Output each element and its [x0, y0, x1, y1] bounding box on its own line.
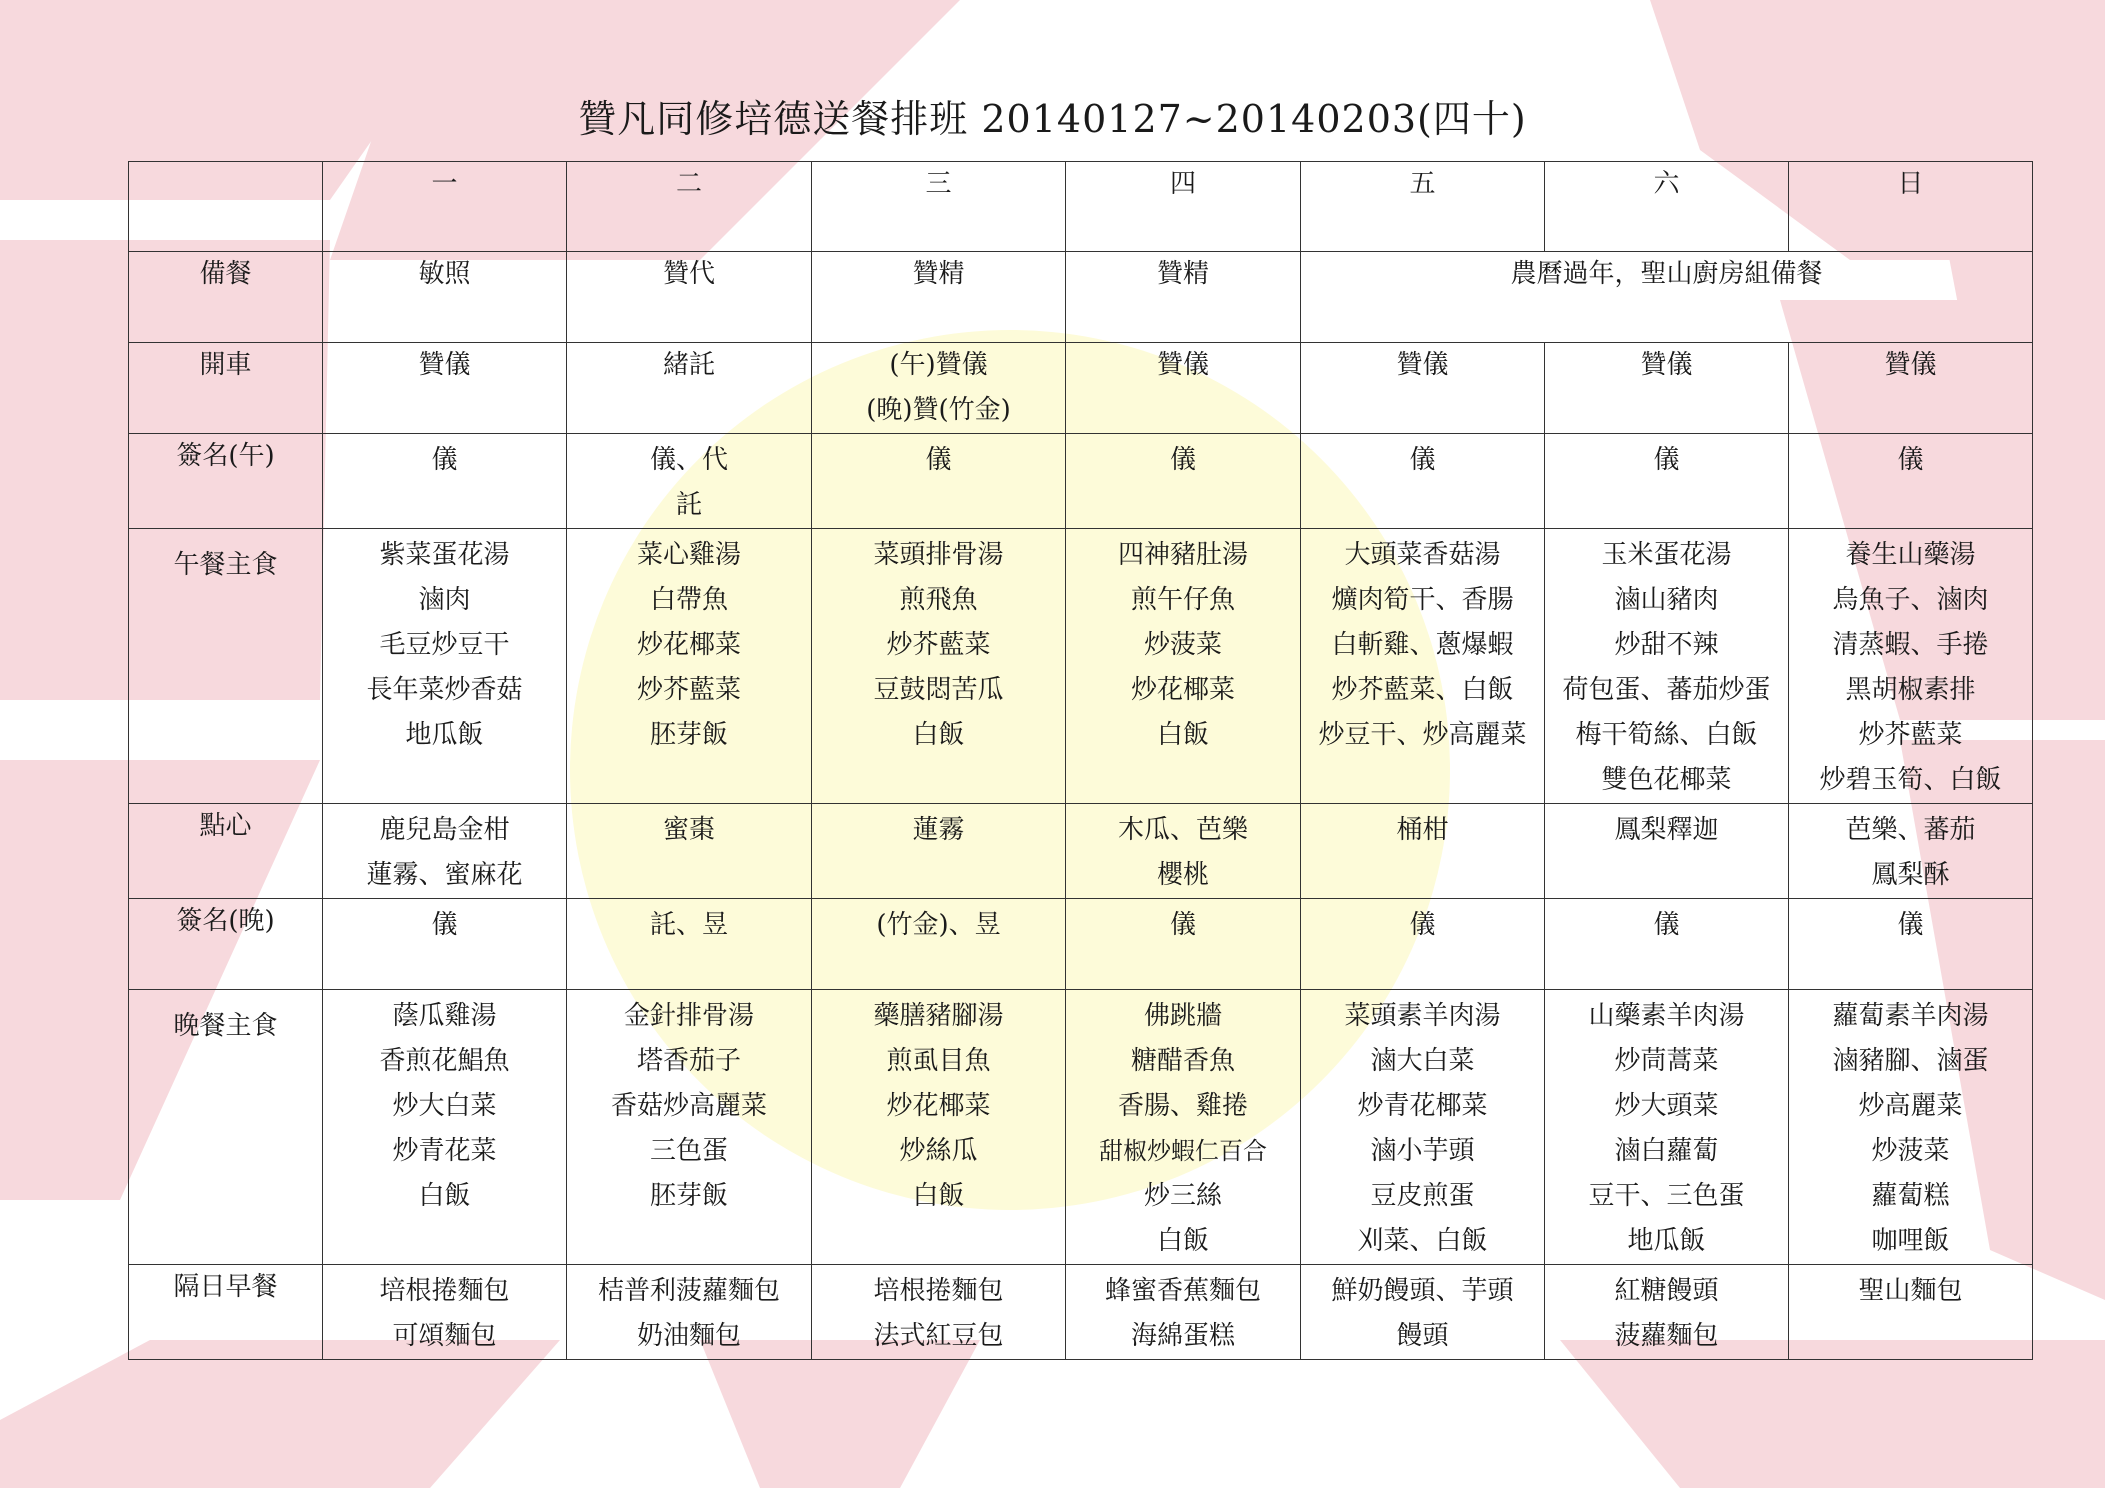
menu-item: 黑胡椒素排 [1845, 675, 1976, 705]
menu-item: 玉米蛋花湯 [1601, 540, 1732, 570]
menu-item: 蘿蔔糕 [1871, 1181, 1950, 1211]
sign-noon-cell [1789, 434, 2033, 529]
menu-item: 甜椒炒蝦仁百合 [1099, 1137, 1267, 1165]
sign-noon-cell [812, 434, 1066, 529]
dinner-row [129, 990, 2033, 1265]
meal-schedule-table [128, 161, 2033, 1360]
menu-item: 三色蛋 [649, 1136, 728, 1166]
row-label-dinner: 晚餐主食 [129, 990, 323, 1265]
row-label-breakfast: 隔日早餐 [129, 1265, 323, 1360]
sign-text: 儀 [1409, 445, 1436, 475]
menu-item: 炒碧玉筍、白飯 [1819, 765, 2002, 795]
menu-item: 海綿蛋糕 [1130, 1321, 1235, 1351]
prep-cell: 贊精 [812, 252, 1066, 343]
menu-item: 滷豬腳、滷蛋 [1832, 1046, 1989, 1076]
menu-item: 滷肉 [418, 585, 471, 615]
day-header: 四 [1066, 162, 1301, 252]
menu-item: 滷大白菜 [1370, 1046, 1475, 1076]
sign-text: 儀 [1653, 910, 1680, 940]
day-header: 日 [1789, 162, 2033, 252]
drive-text: 贊儀 [1156, 350, 1209, 380]
menu-item: 菜心雞湯 [636, 540, 741, 570]
dinner-cell [323, 990, 567, 1265]
menu-item: 炒菠菜 [1871, 1136, 1950, 1166]
menu-item: 木瓜、芭樂 [1117, 815, 1248, 845]
menu-item: 聖山麵包 [1858, 1276, 1963, 1306]
lunch-cell [1066, 529, 1301, 804]
drive-cell [1301, 343, 1545, 434]
menu-item: 蔭瓜雞湯 [392, 1001, 497, 1031]
lunch-cell [1545, 529, 1789, 804]
menu-item: 培根捲麵包 [379, 1276, 510, 1306]
menu-item: 菜頭排骨湯 [873, 540, 1004, 570]
menu-item: 炒花椰菜 [886, 1091, 991, 1121]
lunch-cell [812, 529, 1066, 804]
menu-item: 大頭菜香菇湯 [1344, 540, 1501, 570]
menu-item: 豆鼓悶苦瓜 [873, 675, 1004, 705]
page-title: 贊凡同修培德送餐排班 20140127~20140203(四十) [578, 97, 1527, 141]
lunch-cell [1301, 529, 1545, 804]
drive-text: 贊儀 [1884, 350, 1937, 380]
menu-item: 佛跳牆 [1143, 1001, 1222, 1031]
menu-item: 滷小芋頭 [1370, 1136, 1475, 1166]
menu-item: 金針排骨湯 [623, 1001, 754, 1031]
menu-item: 爌肉筍干、香腸 [1331, 585, 1514, 615]
menu-item: 滷山豬肉 [1614, 585, 1719, 615]
sign-noon-cell [1545, 434, 1789, 529]
dinner-cell [567, 990, 812, 1265]
lunch-cell [323, 529, 567, 804]
sign-noon-cell [1066, 434, 1301, 529]
lunch-cell [1789, 529, 2033, 804]
drive-cell [567, 343, 812, 434]
menu-item: 刈菜、白飯 [1357, 1226, 1488, 1256]
sign-text: 儀 [1169, 910, 1196, 940]
menu-item: 香腸、雞捲 [1117, 1091, 1248, 1121]
dinner-cell [1545, 990, 1789, 1265]
sign-noon-cell [323, 434, 567, 529]
sign-eve-cell [1301, 899, 1545, 990]
menu-item: 蜜棗 [662, 815, 715, 845]
menu-item: 豆干、三色蛋 [1588, 1181, 1745, 1211]
sign-eve-cell [1545, 899, 1789, 990]
lunch-cell [567, 529, 812, 804]
menu-item: 雙色花椰菜 [1601, 765, 1732, 795]
menu-item: 鮮奶饅頭、芋頭 [1331, 1276, 1514, 1306]
menu-item: 芭樂、蕃茄 [1845, 815, 1976, 845]
dinner-cell [1301, 990, 1545, 1265]
snack-cell [1789, 804, 2033, 899]
prep-cell: 贊代 [567, 252, 812, 343]
drive-cell [812, 343, 1066, 434]
breakfast-cell [1545, 1265, 1789, 1360]
prep-row [129, 252, 2033, 343]
breakfast-cell [323, 1265, 567, 1360]
day-header: 三 [812, 162, 1066, 252]
menu-item: 炒芥藍菜 [636, 675, 741, 705]
row-label-prep: 備餐 [129, 252, 323, 343]
snack-cell [567, 804, 812, 899]
sign-eve-cell [567, 899, 812, 990]
menu-item: 炒茼蒿菜 [1614, 1046, 1719, 1076]
menu-item: 煎虱目魚 [886, 1046, 991, 1076]
day-header: 五 [1301, 162, 1545, 252]
drive-text: 贊儀 [418, 350, 471, 380]
sign-eve-cell [1066, 899, 1301, 990]
day-header-row [129, 162, 2033, 252]
drive-cell [1789, 343, 2033, 434]
dinner-cell [812, 990, 1066, 1265]
snack-cell [1545, 804, 1789, 899]
drive-cell [1545, 343, 1789, 434]
menu-item: 培根捲麵包 [873, 1276, 1004, 1306]
prep-merged-cell: 農曆過年，聖山廚房組備餐 [1301, 252, 2033, 343]
drive-text: (晚)贊(竹金) [866, 395, 1011, 425]
snack-cell [1066, 804, 1301, 899]
sign-text: 儀 [1169, 445, 1196, 475]
sign-text: 儀 [1653, 445, 1680, 475]
menu-item: 白飯 [912, 720, 965, 750]
drive-text: (午)贊儀 [889, 350, 988, 380]
dinner-cell [1789, 990, 2033, 1265]
menu-item: 炒菠菜 [1143, 630, 1222, 660]
menu-item: 鳳梨酥 [1871, 860, 1950, 890]
menu-item: 地瓜飯 [1627, 1226, 1706, 1256]
corner-cell [129, 162, 323, 252]
menu-item: 桶柑 [1396, 815, 1449, 845]
menu-item: 塔香茄子 [636, 1046, 741, 1076]
breakfast-cell [1301, 1265, 1545, 1360]
menu-item: 鳳梨釋迦 [1614, 815, 1719, 845]
breakfast-cell [1789, 1265, 2033, 1360]
sign-text: 儀 [1409, 910, 1436, 940]
snack-cell [812, 804, 1066, 899]
snack-cell [1301, 804, 1545, 899]
menu-item: 荷包蛋、蕃茄炒蛋 [1562, 675, 1771, 705]
menu-item: 豆皮煎蛋 [1370, 1181, 1475, 1211]
menu-item: 菠蘿麵包 [1614, 1321, 1719, 1351]
menu-item: 鹿兒島金柑 [379, 815, 510, 845]
menu-item: 炒芥藍菜、白飯 [1331, 675, 1514, 705]
breakfast-cell [812, 1265, 1066, 1360]
drive-text: 贊儀 [1396, 350, 1449, 380]
row-label-lunch: 午餐主食 [129, 529, 323, 804]
menu-item: 菜頭素羊肉湯 [1344, 1001, 1501, 1031]
sign-text: 儀 [1897, 445, 1924, 475]
menu-item: 炒青花椰菜 [1357, 1091, 1488, 1121]
menu-item: 白飯 [1156, 1226, 1209, 1256]
sign-noon-cell [567, 434, 812, 529]
menu-item: 地瓜飯 [405, 720, 484, 750]
menu-item: 清蒸蝦、手捲 [1832, 630, 1989, 660]
menu-item: 饅頭 [1396, 1321, 1449, 1351]
menu-item: 紫菜蛋花湯 [379, 540, 510, 570]
menu-item: 炒青花菜 [392, 1136, 497, 1166]
menu-item: 糖醋香魚 [1130, 1046, 1235, 1076]
menu-item: 梅干筍絲、白飯 [1575, 720, 1758, 750]
menu-item: 炒高麗菜 [1858, 1091, 1963, 1121]
menu-item: 香煎花鯧魚 [379, 1046, 510, 1076]
menu-item: 長年菜炒香菇 [366, 675, 523, 705]
menu-item: 白飯 [1156, 720, 1209, 750]
menu-item: 烏魚子、滷肉 [1832, 585, 1989, 615]
sign-text: (竹金)、昱 [876, 910, 1001, 940]
drive-row [129, 343, 2033, 434]
menu-item: 香菇炒高麗菜 [610, 1091, 767, 1121]
sign-text: 儀 [1897, 910, 1924, 940]
sign-text: 儀 [431, 445, 458, 475]
sign-noon-cell [1301, 434, 1545, 529]
menu-item: 滷白蘿蔔 [1614, 1136, 1719, 1166]
menu-item: 桔普利菠蘿麵包 [597, 1276, 780, 1306]
menu-item: 炒豆干、炒高麗菜 [1318, 720, 1527, 750]
day-header: 六 [1545, 162, 1789, 252]
menu-item: 養生山藥湯 [1845, 540, 1976, 570]
day-header: 二 [567, 162, 812, 252]
menu-item: 藥膳豬腳湯 [873, 1001, 1004, 1031]
menu-item: 炒芥藍菜 [1858, 720, 1963, 750]
drive-text: 贊儀 [1640, 350, 1693, 380]
sign-eve-cell [812, 899, 1066, 990]
menu-item: 蓮霧、蜜麻花 [366, 860, 523, 890]
menu-item: 毛豆炒豆干 [379, 630, 510, 660]
row-label-drive: 開車 [129, 343, 323, 434]
row-label-sign-noon: 簽名(午) [129, 434, 323, 529]
sign-text: 託、昱 [649, 910, 728, 940]
menu-item: 白帶魚 [649, 585, 728, 615]
prep-cell: 贊精 [1066, 252, 1301, 343]
menu-item: 四神豬肚湯 [1117, 540, 1248, 570]
menu-item: 炒花椰菜 [1130, 675, 1235, 705]
drive-cell [323, 343, 567, 434]
sign-text: 儀 [925, 445, 952, 475]
menu-item: 蘿蔔素羊肉湯 [1832, 1001, 1989, 1031]
menu-item: 法式紅豆包 [873, 1321, 1004, 1351]
snack-row [129, 804, 2033, 899]
breakfast-cell [1066, 1265, 1301, 1360]
breakfast-cell [567, 1265, 812, 1360]
drive-text: 緒託 [662, 350, 715, 380]
drive-cell [1066, 343, 1301, 434]
menu-item: 白飯 [912, 1181, 965, 1211]
menu-item: 奶油麵包 [636, 1321, 741, 1351]
menu-item: 煎午仔魚 [1130, 585, 1235, 615]
menu-item: 白飯 [418, 1181, 471, 1211]
snack-cell [323, 804, 567, 899]
sign-eve-cell [323, 899, 567, 990]
row-label-sign-eve: 簽名(晚) [129, 899, 323, 990]
menu-item: 炒三絲 [1143, 1181, 1222, 1211]
row-label-snack: 點心 [129, 804, 323, 899]
menu-item: 煎飛魚 [899, 585, 978, 615]
menu-item: 咖哩飯 [1871, 1226, 1950, 1256]
sign-text: 儀 [431, 910, 458, 940]
day-header: 一 [323, 162, 567, 252]
menu-item: 白斬雞、蔥爆蝦 [1331, 630, 1514, 660]
menu-item: 可頌麵包 [392, 1321, 497, 1351]
menu-item: 蜂蜜香蕉麵包 [1104, 1276, 1261, 1306]
sign-text: 託 [675, 490, 702, 520]
sign-eve-row [129, 899, 2033, 990]
menu-item: 炒絲瓜 [899, 1136, 978, 1166]
breakfast-row [129, 1265, 2033, 1360]
dinner-cell [1066, 990, 1301, 1265]
sign-eve-cell [1789, 899, 2033, 990]
menu-item: 炒甜不辣 [1614, 630, 1719, 660]
lunch-row [129, 529, 2033, 804]
menu-item: 炒花椰菜 [636, 630, 741, 660]
menu-item: 胚芽飯 [649, 720, 728, 750]
menu-item: 蓮霧 [912, 815, 965, 845]
menu-item: 胚芽飯 [649, 1181, 728, 1211]
prep-cell: 敏照 [323, 252, 567, 343]
sign-text: 儀、代 [649, 445, 728, 475]
menu-item: 炒芥藍菜 [886, 630, 991, 660]
menu-item: 山藥素羊肉湯 [1588, 1001, 1745, 1031]
menu-item: 炒大白菜 [392, 1091, 497, 1121]
sign-noon-row [129, 434, 2033, 529]
menu-item: 紅糖饅頭 [1614, 1276, 1719, 1306]
menu-item: 櫻桃 [1156, 860, 1209, 890]
menu-item: 炒大頭菜 [1614, 1091, 1719, 1121]
